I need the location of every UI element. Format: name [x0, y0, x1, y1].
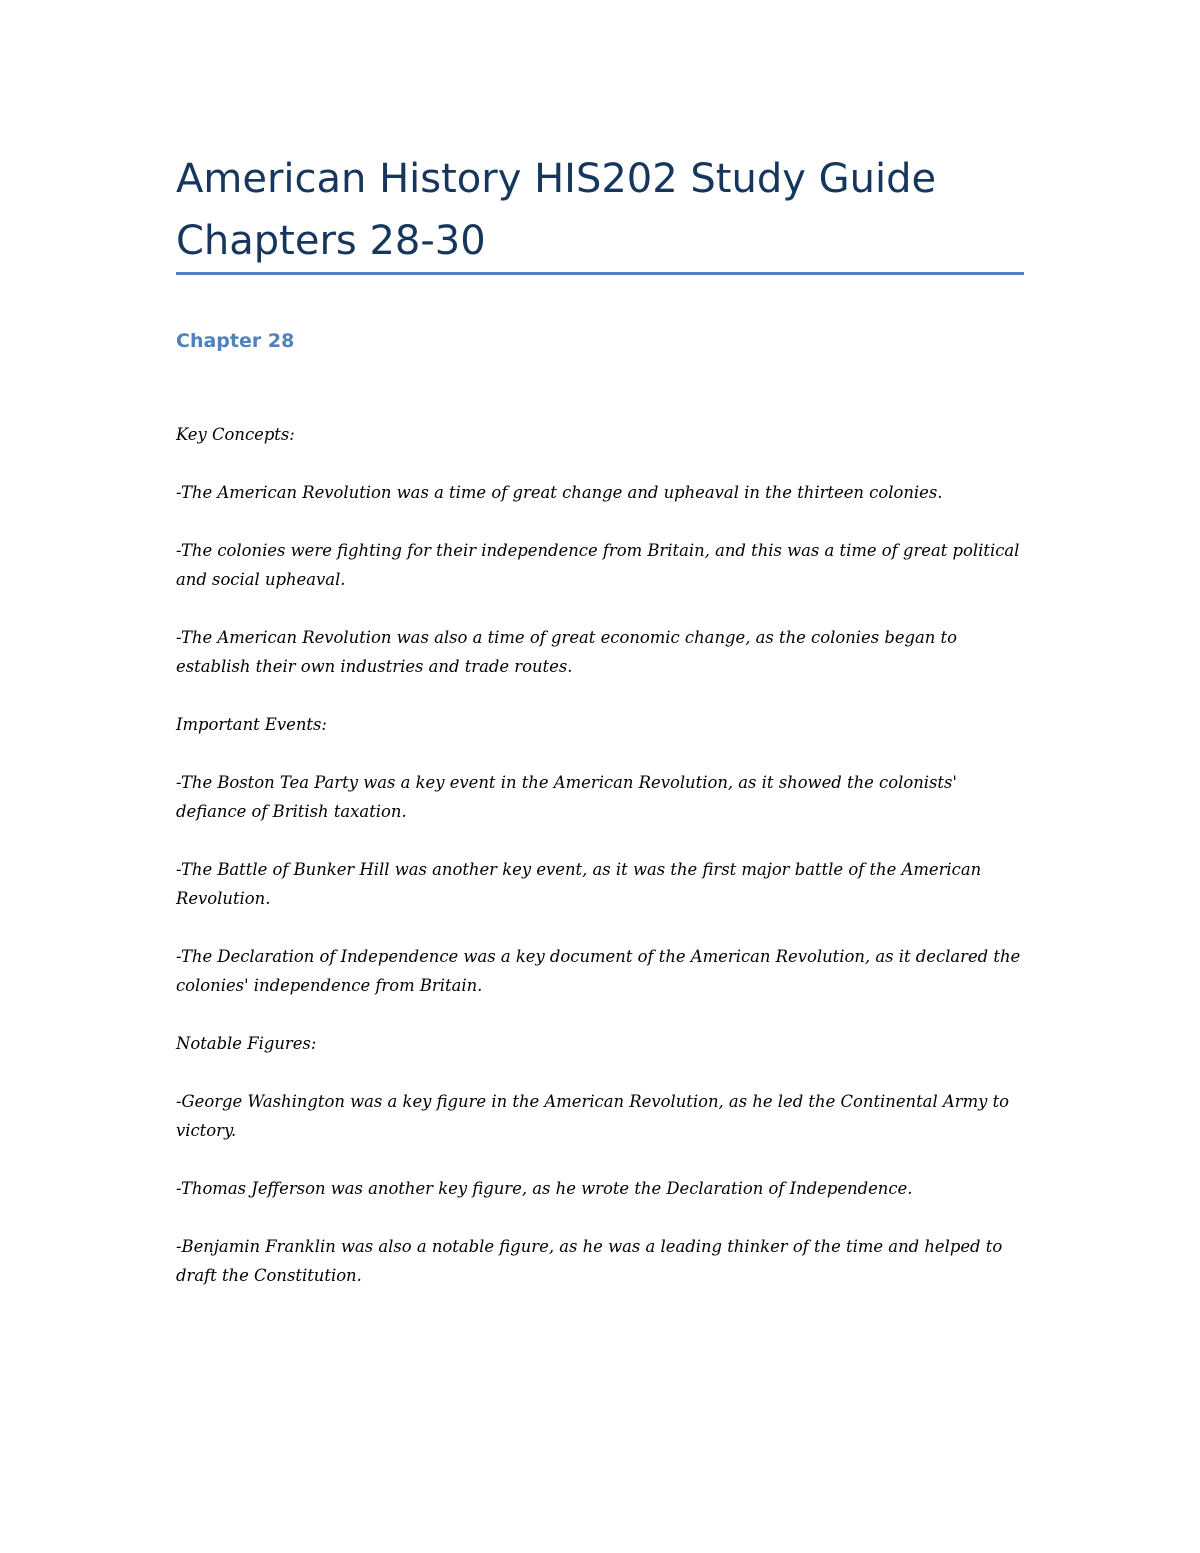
- paragraph: -Thomas Jefferson was another key figure, as he wrote the Declaration of Independence.: [176, 1179, 913, 1198]
- title-line-1: American History HIS202 Study Guide: [176, 156, 937, 202]
- chapter-heading: Chapter 28: [176, 330, 295, 352]
- paragraph: -The American Revolution was also a time of great economic change, as the colonies began to establish their own industries and trade routes.: [176, 628, 958, 676]
- document-title: [176, 148, 1036, 272]
- paragraph: -The Declaration of Independence was a key document of the American Revolution, as it declared the colonies' independence from Britain.: [176, 947, 1021, 995]
- paragraph: -The Battle of Bunker Hill was another key event, as it was the first major battle of the American Revolution.: [176, 860, 982, 908]
- paragraph: -Benjamin Franklin was also a notable figure, as he was a leading thinker of the time and helped to draft the Constitution.: [176, 1237, 1003, 1285]
- paragraph: -George Washington was a key figure in the American Revolution, as he led the Continental Army to victory.: [176, 1092, 1010, 1140]
- title-underline-rule: [176, 272, 1024, 275]
- section-label-notable-figures: Notable Figures:: [176, 1034, 317, 1053]
- paragraph: -The American Revolution was a time of great change and upheaval in the thirteen colonies.: [176, 483, 943, 502]
- section-label-key-concepts: Key Concepts:: [176, 425, 295, 444]
- document-body: [176, 420, 1026, 1319]
- paragraph: -The Boston Tea Party was a key event in the American Revolution, as it showed the colonists' defiance of British taxation.: [176, 773, 957, 821]
- section-label-important-events: Important Events:: [176, 715, 327, 734]
- title-line-2: Chapters 28-30: [176, 218, 486, 264]
- paragraph: -The colonies were fighting for their independence from Britain, and this was a time of great political and social upheaval.: [176, 541, 1020, 589]
